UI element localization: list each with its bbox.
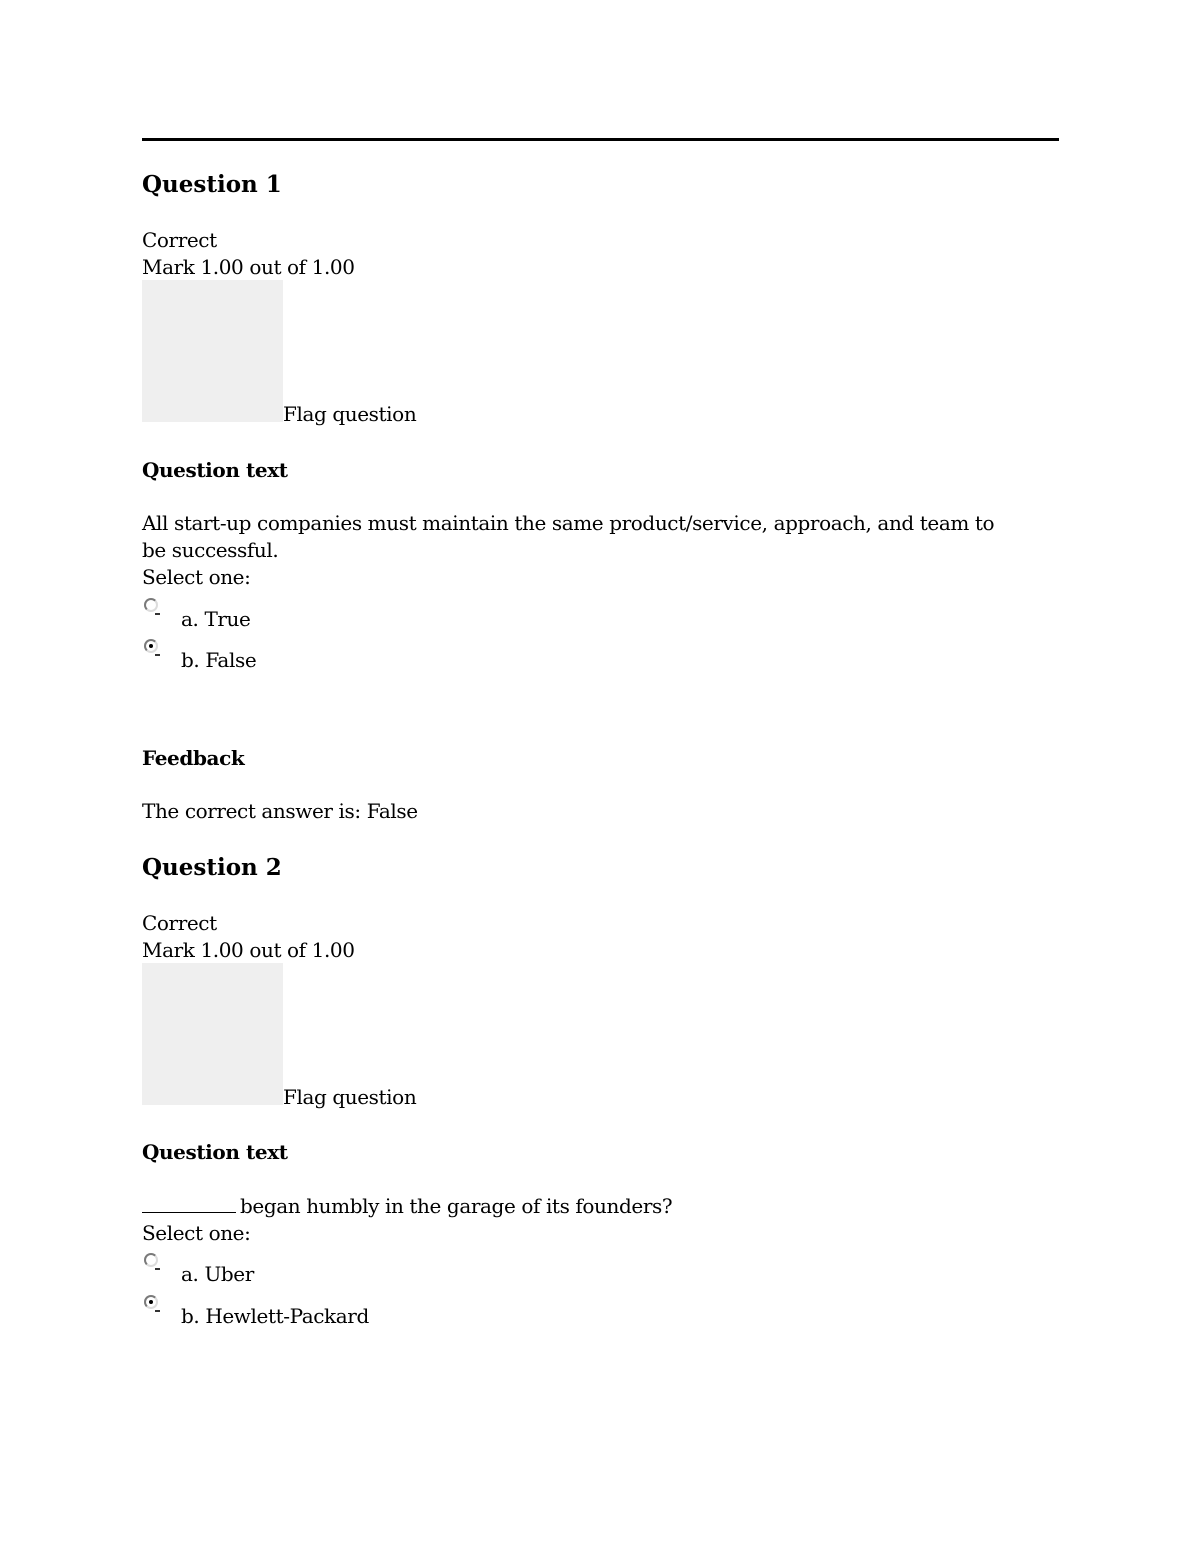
answer-option-label: b. False	[181, 648, 257, 672]
question-mark: Mark 1.00 out of 1.00	[142, 938, 355, 962]
flag-question-link[interactable]: Flag question	[283, 402, 417, 426]
question-text-line	[142, 1193, 672, 1220]
question-text-heading: Question text	[142, 458, 288, 482]
radio-button-checked-icon[interactable]	[144, 639, 158, 653]
answer-option[interactable]	[142, 606, 542, 636]
select-one-prompt: Select one:	[142, 1221, 251, 1245]
horizontal-rule	[142, 138, 1059, 141]
radio-tick-icon	[155, 654, 160, 656]
radio-button-icon[interactable]	[144, 598, 158, 612]
radio-tick-icon	[155, 613, 160, 615]
radio-button-checked-icon[interactable]	[144, 1295, 158, 1309]
question-text: began humbly in the garage of its founders?	[240, 1194, 673, 1218]
question-state: Correct	[142, 228, 217, 252]
question-title: Question 1	[142, 171, 282, 198]
radio-tick-icon	[155, 1268, 160, 1270]
question-state: Correct	[142, 911, 217, 935]
feedback-text: The correct answer is: False	[142, 799, 418, 823]
answer-option-label: a. Uber	[181, 1262, 254, 1286]
radio-tick-icon	[155, 1310, 160, 1312]
flag-icon[interactable]	[142, 963, 283, 1105]
answer-option-label: b. Hewlett-Packard	[181, 1304, 369, 1328]
answer-option[interactable]	[142, 647, 542, 677]
question-mark: Mark 1.00 out of 1.00	[142, 255, 355, 279]
feedback-heading: Feedback	[142, 746, 245, 770]
answer-option[interactable]	[142, 1303, 542, 1333]
question-text: All start-up companies must maintain the same product/service, approach, and team to be successful.	[142, 511, 995, 562]
select-one-prompt: Select one:	[142, 565, 251, 589]
answer-option[interactable]	[142, 1261, 542, 1291]
flag-question-link[interactable]: Flag question	[283, 1085, 417, 1109]
question-title: Question 2	[142, 854, 282, 881]
question-text-heading: Question text	[142, 1140, 288, 1164]
radio-button-icon[interactable]	[144, 1253, 158, 1267]
flag-icon[interactable]	[142, 280, 283, 422]
answer-option-label: a. True	[181, 607, 251, 631]
fill-in-blank	[142, 1194, 236, 1213]
